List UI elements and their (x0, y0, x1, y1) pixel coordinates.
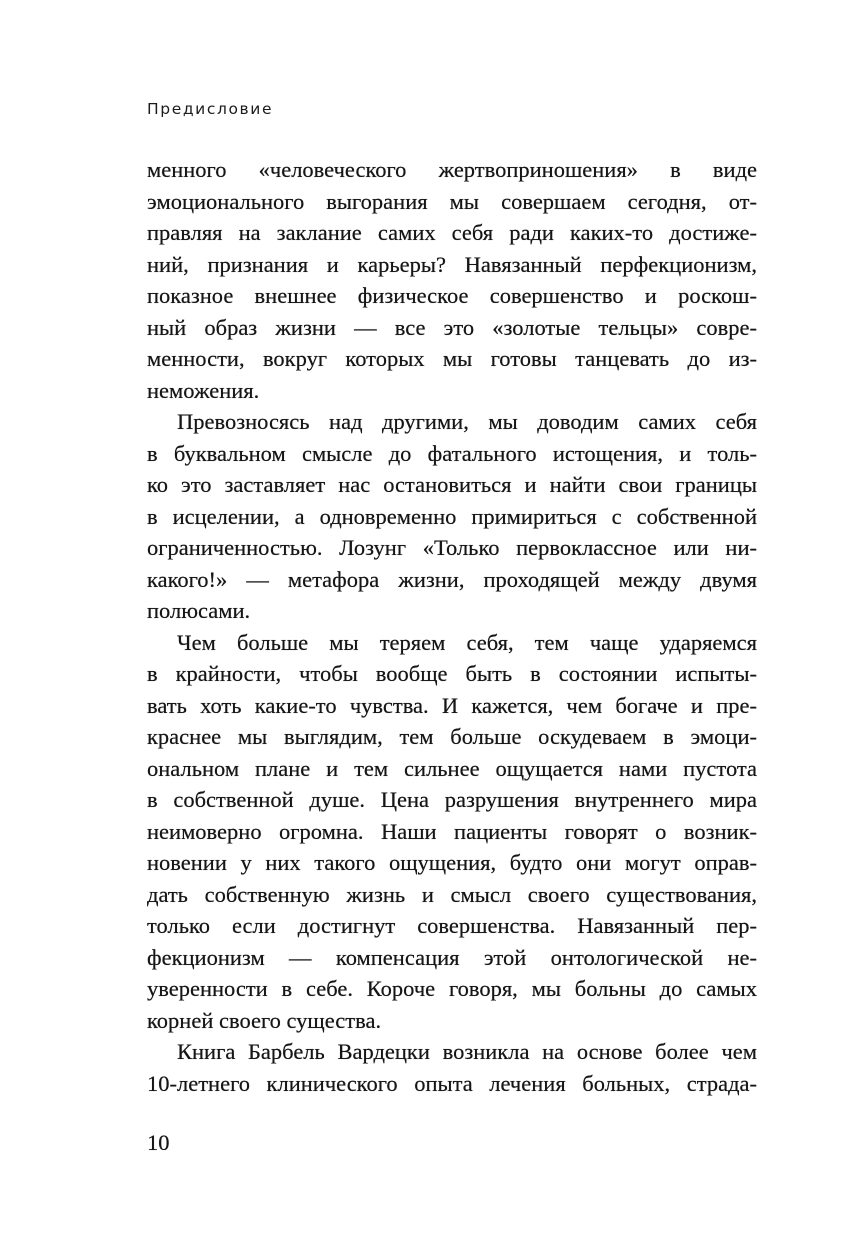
text-line: корней своего существа. (147, 1007, 382, 1033)
text-line: дать собственную жизнь и смысл своего существования, (147, 881, 757, 907)
text-line: в буквальном смысле до фатального истощения, и толь- (147, 440, 757, 466)
text-line: неможения. (147, 377, 260, 403)
text-line: полюсами. (147, 598, 251, 623)
text-line: ный образ жизни — все это «золотые тельцы» совре- (147, 314, 757, 340)
text-line: в собственной душе. Цена разрушения внутреннего мира (147, 787, 757, 812)
text-line: вать хоть какие-то чувства. И кажется, чем богаче и пре- (147, 692, 757, 718)
body-text (147, 154, 757, 1099)
page-number: 10 (147, 1130, 170, 1155)
text-line: только если достигнут совершенства. Навязанный пер- (147, 913, 757, 938)
text-line: уверенности в себе. Короче говоря, мы больны до самых (147, 976, 757, 1001)
text-line: в крайности, чтобы вообще быть в состоянии испыты- (147, 661, 757, 686)
text-line: ограниченностью. Лозунг «Только первоклассное или ни- (147, 535, 757, 560)
text-line: фекционизм — компенсация этой онтологической не- (147, 944, 757, 970)
text-line: менности, вокруг которых мы готовы танцевать до из- (147, 346, 757, 371)
text-line: в исцелении, а одновременно примириться с собственной (147, 503, 757, 529)
text-line: правляя на заклание самих себя ради каких-то достиже- (147, 220, 757, 245)
text-line: ональном плане и тем сильнее ощущается нами пустота (147, 755, 757, 781)
text-line: краснее мы выглядим, тем больше оскудеваем в эмоци- (147, 724, 757, 749)
paragraph (147, 406, 757, 627)
text-line: показное внешнее физическое совершенство и роскош- (147, 283, 757, 308)
paragraph (147, 154, 757, 406)
text-line: менного «человеческого жертвоприношения» в виде (147, 157, 757, 182)
text-line: 10-летнего клинического опыта лечения больных, страда- (147, 1070, 757, 1096)
text-line: Книга Барбель Вардецки возникла на основе более чем (177, 1039, 757, 1064)
text-line: ко это заставляет нас остановиться и найти свои границы (147, 472, 757, 497)
text-line: Чем больше мы теряем себя, тем чаще ударяемся (177, 629, 757, 655)
paragraph (147, 1036, 757, 1099)
text-line: неимоверно огромна. Наши пациенты говорят о возник- (147, 818, 757, 844)
running-title: Предисловие (147, 100, 274, 118)
text-line: какого!» — метафора жизни, проходящей между двумя (147, 566, 757, 592)
text-line: эмоционального выгорания мы совершаем сегодня, от- (147, 188, 757, 214)
text-line: ний, признания и карьеры? Навязанный перфекционизм, (147, 251, 757, 277)
paragraph (147, 627, 757, 1037)
text-line: Превозносясь над другими, мы доводим самих себя (177, 409, 757, 434)
text-line: новении у них такого ощущения, будто они могут оправ- (147, 850, 757, 875)
